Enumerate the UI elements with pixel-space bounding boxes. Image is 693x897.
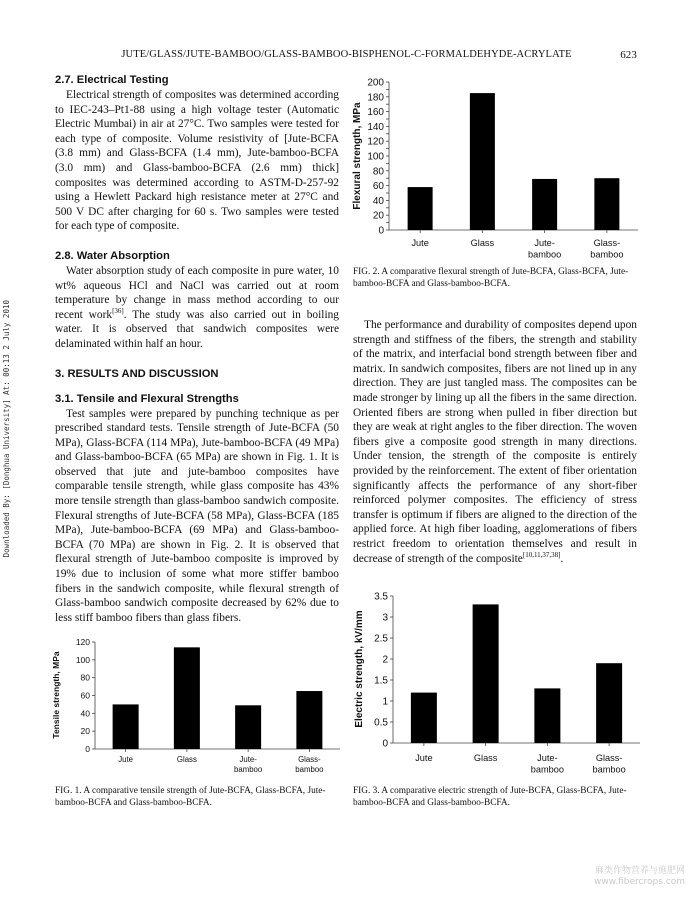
x-tick-label-line: bamboo [528, 249, 562, 260]
x-tick-label-line: Jute [118, 755, 134, 764]
paragraph-text: The performance and durability of composites depend upon strength and stiffness of the fibers, the strength and stability of the matrix, and interfacial bond strength between fiber and matrix. In sandwich composites, fibers are not lined up in any direction. They are just tangled mass. The composites can be made stronger by lining up all the fibers in the same direction. Oriented fibers are strong when pulled in fiber direction but they are weak at right angles to the fiber direction. The woven fibers give a composite good strength in many directions. Under tension, the strength of the composite is entirely provided by the reinforcement. The extent of fiber orientation significantly affects the performance of any short-fiber reinforced polymer composites. The efficiency of stress transfer is optimum if fibers are aligned to the direction of the applied force. At high fiber loading, agglomerations of fibers restrict freedom to orientation themselves and result in decrease of strength of the composite [353, 319, 637, 565]
section-heading-results: 3. RESULTS AND DISCUSSION [55, 367, 219, 380]
citation-ref: [36] [112, 306, 124, 315]
x-tick-label [177, 755, 197, 764]
x-tick-label [295, 755, 324, 774]
figure-2-chart [348, 72, 648, 264]
x-tick-label [234, 755, 263, 774]
paragraph-text: Water absorption study of each composite in pure water, 10 wt% aqueous HCl and NaCl was carried out at room temperature by change in mass method according to our recent work [55, 264, 339, 321]
bar-2 [174, 647, 200, 749]
figure-3-caption: FIG. 3. A comparative electric strength of Jute-BCFA, Glass-BCFA, Jute-bamboo-BCFA and Glass-bamboo-BCFA. [353, 786, 627, 808]
bar-1 [113, 704, 139, 749]
y-tick-label: 0.5 [374, 717, 388, 729]
x-tick-label [531, 753, 564, 775]
x-tick-label-line: Jute- [534, 238, 555, 248]
bar-4 [596, 663, 622, 743]
bar-2 [470, 93, 495, 230]
paragraph-tensile-flexural: Test samples were prepared by punching technique as per prescribed standard tests. Tensile strength of Jute-BCFA (50 MPa), Glass-BCFA (114 MPa), Jute-bamboo-BCFA (49 MPa) and Glass-bamboo-BCFA (65 MPa) are shown in Fig. 1. It is observed that jute and jute-bamboo composites have comparable tensile strength, while glass composite has 43% more tensile strength than glass-bamboo sandwich composite. Flexural strengths of Jute-BCFA (58 MPa), Glass-BCFA (185 MPa), Jute-bamboo-BCFA (69 MPa) and Glass-bamboo-BCFA (70 MPa) are shown in Fig. 2. It is observed that flexural strength of Jute-bamboo composite is improved by 19% due to inclusion of some what more stiffer bamboo fibers in the sandwich composite, while flexural strength of Glass-bamboo sandwich composite decreased by 62% due to less stiff bamboo fibers than glass fibers. [55, 407, 339, 624]
page-number: 623 [620, 49, 637, 61]
y-tick-label: 80 [372, 166, 384, 178]
x-tick-label-line: Glass- [298, 755, 321, 764]
paragraph-performance-durability [353, 318, 637, 566]
y-tick-label: 2 [382, 654, 388, 666]
tensile-strength-bar-chart [50, 632, 350, 780]
download-stamp: Downloaded By: [Donghua University] At: 00:13 2 July 2010 [2, 300, 11, 558]
electric-strength-bar-chart [350, 586, 650, 778]
y-tick-label: 3 [382, 612, 388, 624]
y-tick-label: 60 [80, 690, 90, 701]
x-tick-label-line: bamboo [295, 764, 324, 774]
y-tick-label: 60 [372, 181, 384, 193]
x-tick-label-line: Glass- [593, 238, 621, 248]
y-tick-label: 20 [372, 210, 384, 222]
x-tick-label [118, 755, 133, 764]
paragraph-text: . [560, 552, 564, 565]
y-axis-label: Tensile strength, MPa [51, 651, 61, 739]
figure-3-chart [350, 586, 650, 778]
y-tick-label: 1.5 [374, 675, 388, 687]
y-tick-label: 20 [80, 726, 90, 737]
y-tick-label: 160 [367, 107, 384, 119]
x-tick-label [590, 238, 623, 260]
bar-1 [408, 187, 433, 230]
paragraph-text: . The study was also carried out in boiling water. It is observed that sandwich composites were delaminated within half an hour. [55, 308, 340, 350]
x-tick-label-line: Glass- [595, 753, 623, 763]
right-column [353, 318, 637, 566]
y-tick-label: 120 [75, 636, 90, 647]
bar-3 [235, 705, 261, 749]
bar-3 [532, 179, 557, 230]
flexural-strength-bar-chart [348, 72, 648, 264]
y-tick-label: 200 [367, 77, 384, 89]
citation-ref: [10,11,37,38] [522, 550, 561, 559]
x-tick-label [474, 753, 498, 763]
bar-2 [473, 604, 499, 743]
y-tick-label: 180 [367, 92, 384, 104]
site-watermark [594, 866, 685, 888]
x-tick-label-line: Glass [176, 755, 197, 764]
y-tick-label: 100 [75, 654, 90, 665]
y-tick-label: 40 [372, 195, 384, 207]
watermark-line-1: 麻类作物营养与施肥网 [594, 866, 685, 876]
bar-4 [296, 691, 322, 749]
figure-1-caption: FIG. 1. A comparative tensile strength of Jute-BCFA, Glass-BCFA, Jute-bamboo-BCFA and Glass-bamboo-BCFA. [55, 786, 326, 808]
y-axis-label: Electric strength, kV/mm [354, 610, 365, 728]
running-header [0, 49, 693, 63]
y-tick-label: 120 [367, 136, 384, 148]
x-tick-label-line: Jute- [537, 753, 558, 763]
x-tick-label [593, 753, 626, 775]
y-tick-label: 80 [80, 672, 90, 683]
x-tick-label-line: Jute [411, 238, 429, 248]
x-tick-label-line: bamboo [530, 764, 564, 775]
x-tick-label [528, 238, 561, 260]
x-tick-label [411, 238, 428, 248]
section-heading-water-absorption: 2.8. Water Absorption [55, 249, 170, 262]
y-tick-label: 40 [80, 708, 90, 719]
bar-1 [411, 693, 437, 743]
x-tick-label-line: Glass [473, 753, 498, 763]
y-tick-label: 0 [85, 743, 90, 754]
y-tick-label: 100 [367, 151, 384, 163]
y-tick-label: 0 [382, 738, 388, 750]
figure-2-caption: FIG. 2. A comparative flexural strength of Jute-BCFA, Glass-BCFA, Jute-bamboo-BCFA and Glass-bamboo-BCFA. [353, 267, 629, 289]
x-tick-label-line: bamboo [590, 249, 624, 260]
y-tick-label: 140 [367, 121, 384, 133]
x-tick-label-line: bamboo [592, 764, 626, 775]
y-tick-label: 3.5 [374, 591, 388, 603]
x-tick-label-line: bamboo [234, 764, 263, 774]
y-tick-label: 0 [378, 225, 384, 237]
paragraph-electrical-testing: Electrical strength of composites was determined according to IEC-243–Pt1-88 using a high voltage tester (Automatic Electric Mumbai) in air at 27°C. Two samples were tested for each type of composite. Volume resistivity of [Jute-BCFA (3.8 mm) and Glass-BCFA (1.4 mm), Jute-bamboo-BCFA (3.0 mm) and Glass-bamboo-BCFA (2.6 mm) thick] composites was determined according to ASTM-D-257-92 using a Hewlett Packard high resistance meter at 27°C and 500 V DC after charging for 60 s. Two samples were tested for each type of composite. [55, 89, 339, 233]
watermark-line-2: www.fibercrops.com [594, 877, 685, 887]
x-tick-label [415, 753, 432, 763]
bar-4 [594, 178, 619, 230]
y-axis-label: Flexural strength, MPa [352, 102, 363, 210]
y-tick-label: 1 [382, 696, 388, 708]
section-heading-electrical-testing: 2.7. Electrical Testing [55, 74, 169, 86]
left-column [55, 72, 339, 625]
y-tick-label: 2.5 [374, 633, 388, 645]
running-title: JUTE/GLASS/JUTE-BAMBOO/GLASS-BAMBOO-BISPHENOL-C-FORMALDEHYDE-ACRYLATE [121, 49, 572, 60]
bar-3 [534, 688, 560, 743]
x-tick-label-line: Glass [470, 238, 495, 248]
figure-1-chart [50, 632, 350, 780]
paragraph-water-absorption [55, 264, 339, 352]
x-tick-label [471, 238, 495, 248]
x-tick-label-line: Jute [415, 753, 433, 763]
section-heading-tensile-flexural: 3.1. Tensile and Flexural Strengths [55, 392, 239, 405]
x-tick-label-line: Jute- [239, 755, 257, 764]
